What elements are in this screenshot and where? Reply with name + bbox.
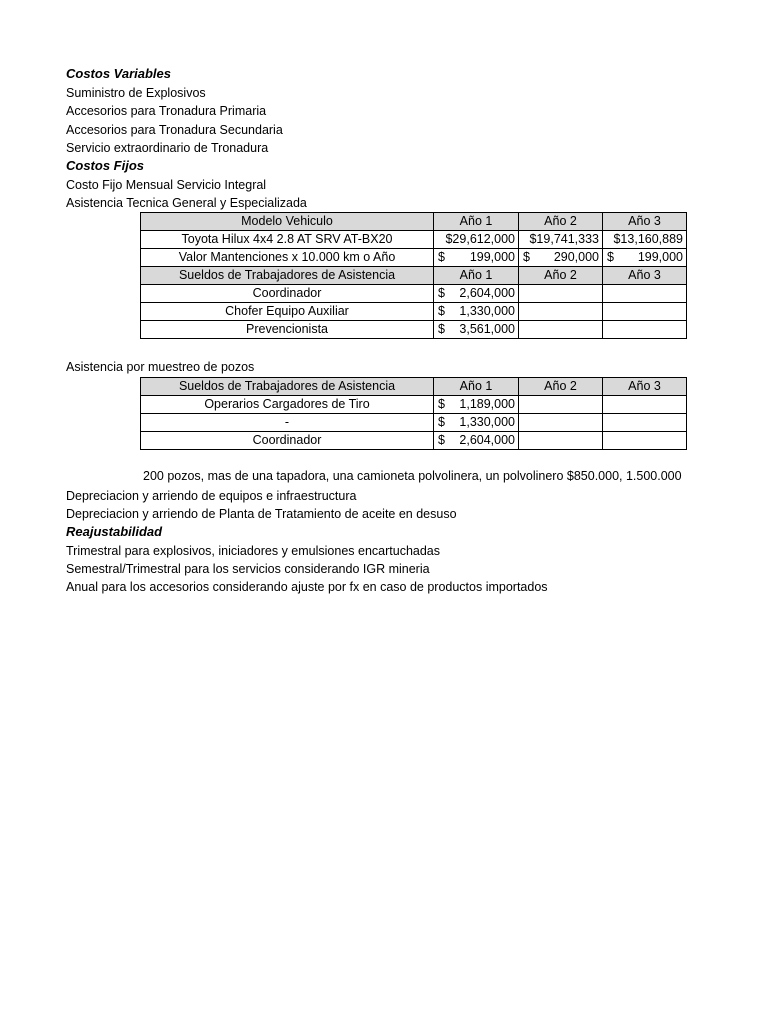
currency-symbol: $ (438, 286, 445, 300)
pozos-note: 200 pozos, mas de una tapadora, una camioneta polvolinera, un polvolinero $850.000, 1.500.000 (143, 469, 682, 483)
value-cell (434, 321, 519, 339)
empty-cell (519, 432, 603, 450)
row-label: Coordinador (141, 285, 434, 303)
empty-cell (603, 414, 687, 432)
empty-cell (519, 303, 603, 321)
empty-cell (519, 321, 603, 339)
header-cell: Sueldos de Trabajadores de Asistencia (141, 267, 434, 285)
currency-symbol: $ (438, 322, 445, 336)
value-cell (603, 249, 687, 267)
header-cell: Año 3 (603, 213, 687, 231)
header-cell: Sueldos de Trabajadores de Asistencia (141, 378, 434, 396)
header-cell: Año 2 (519, 267, 603, 285)
value-cell (434, 249, 519, 267)
value-cell (434, 285, 519, 303)
table-row (141, 303, 687, 321)
table-header-row (141, 213, 687, 231)
table-row (141, 249, 687, 267)
vehicle-staff-table (140, 212, 687, 339)
value-cell: $29,612,000 (434, 231, 519, 249)
text-line: Accesorios para Tronadura Primaria (66, 104, 267, 118)
header-cell: Año 1 (434, 378, 519, 396)
section-title-muestreo: Asistencia por muestreo de pozos (66, 360, 255, 374)
table-row (141, 414, 687, 432)
row-label: Prevencionista (141, 321, 434, 339)
currency-symbol: $ (607, 250, 614, 264)
sampling-staff-table (140, 377, 687, 450)
amount: 1,330,000 (459, 304, 515, 318)
empty-cell (603, 432, 687, 450)
row-label: Coordinador (141, 432, 434, 450)
empty-cell (519, 414, 603, 432)
header-cell: Año 1 (434, 267, 519, 285)
text-line: Depreciacion y arriendo de equipos e infraestructura (66, 489, 357, 503)
amount: 1,330,000 (459, 415, 515, 429)
row-label: Chofer Equipo Auxiliar (141, 303, 434, 321)
value-cell (434, 432, 519, 450)
text-line: Suministro de Explosivos (66, 86, 206, 100)
row-label: Toyota Hilux 4x4 2.8 AT SRV AT-BX20 (141, 231, 434, 249)
heading-costos-fijos: Costos Fijos (66, 158, 145, 173)
heading-reajustabilidad: Reajustabilidad (66, 524, 163, 539)
header-cell: Año 3 (603, 378, 687, 396)
value-cell: $19,741,333 (519, 231, 603, 249)
text-line: Depreciacion y arriendo de Planta de Tratamiento de aceite en desuso (66, 507, 457, 521)
table-row (141, 285, 687, 303)
text-line: Anual para los accesorios considerando ajuste por fx en caso de productos importados (66, 580, 548, 594)
row-label: Valor Mantenciones x 10.000 km o Año (141, 249, 434, 267)
amount: 2,604,000 (459, 433, 515, 447)
header-cell: Año 3 (603, 267, 687, 285)
text-line: Accesorios para Tronadura Secundaria (66, 123, 283, 137)
empty-cell (603, 303, 687, 321)
value-cell (519, 249, 603, 267)
row-label: Operarios Cargadores de Tiro (141, 396, 434, 414)
currency-symbol: $ (438, 433, 445, 447)
heading-costos-variables: Costos Variables (66, 66, 172, 81)
empty-cell (519, 396, 603, 414)
row-label: - (141, 414, 434, 432)
header-cell: Año 2 (519, 213, 603, 231)
value-cell (434, 396, 519, 414)
amount: 290,000 (553, 250, 599, 264)
text-line: Asistencia Tecnica General y Especializada (66, 196, 307, 210)
currency-symbol: $ (438, 304, 445, 318)
value-cell (434, 414, 519, 432)
table-row (141, 432, 687, 450)
empty-cell (519, 285, 603, 303)
currency-symbol: $ (523, 250, 530, 264)
amount: 199,000 (469, 250, 515, 264)
value-cell (434, 303, 519, 321)
table-header-row (141, 378, 687, 396)
empty-cell (603, 396, 687, 414)
header-cell: Año 1 (434, 213, 519, 231)
header-cell: Modelo Vehiculo (141, 213, 434, 231)
empty-cell (603, 321, 687, 339)
header-cell: Año 2 (519, 378, 603, 396)
currency-symbol: $ (438, 250, 445, 264)
currency-symbol: $ (438, 415, 445, 429)
text-line: Trimestral para explosivos, iniciadores y emulsiones encartuchadas (66, 544, 441, 558)
table-header-row (141, 267, 687, 285)
text-line: Semestral/Trimestral para los servicios considerando IGR mineria (66, 562, 430, 576)
amount: 1,189,000 (459, 397, 515, 411)
text-line: Servicio extraordinario de Tronadura (66, 141, 269, 155)
text-line: Costo Fijo Mensual Servicio Integral (66, 178, 267, 192)
amount: 3,561,000 (459, 322, 515, 336)
empty-cell (603, 285, 687, 303)
amount: 2,604,000 (459, 286, 515, 300)
table-row (141, 321, 687, 339)
table-row (141, 231, 687, 249)
table-row (141, 396, 687, 414)
amount: 199,000 (637, 250, 683, 264)
currency-symbol: $ (438, 397, 445, 411)
value-cell: $13,160,889 (603, 231, 687, 249)
